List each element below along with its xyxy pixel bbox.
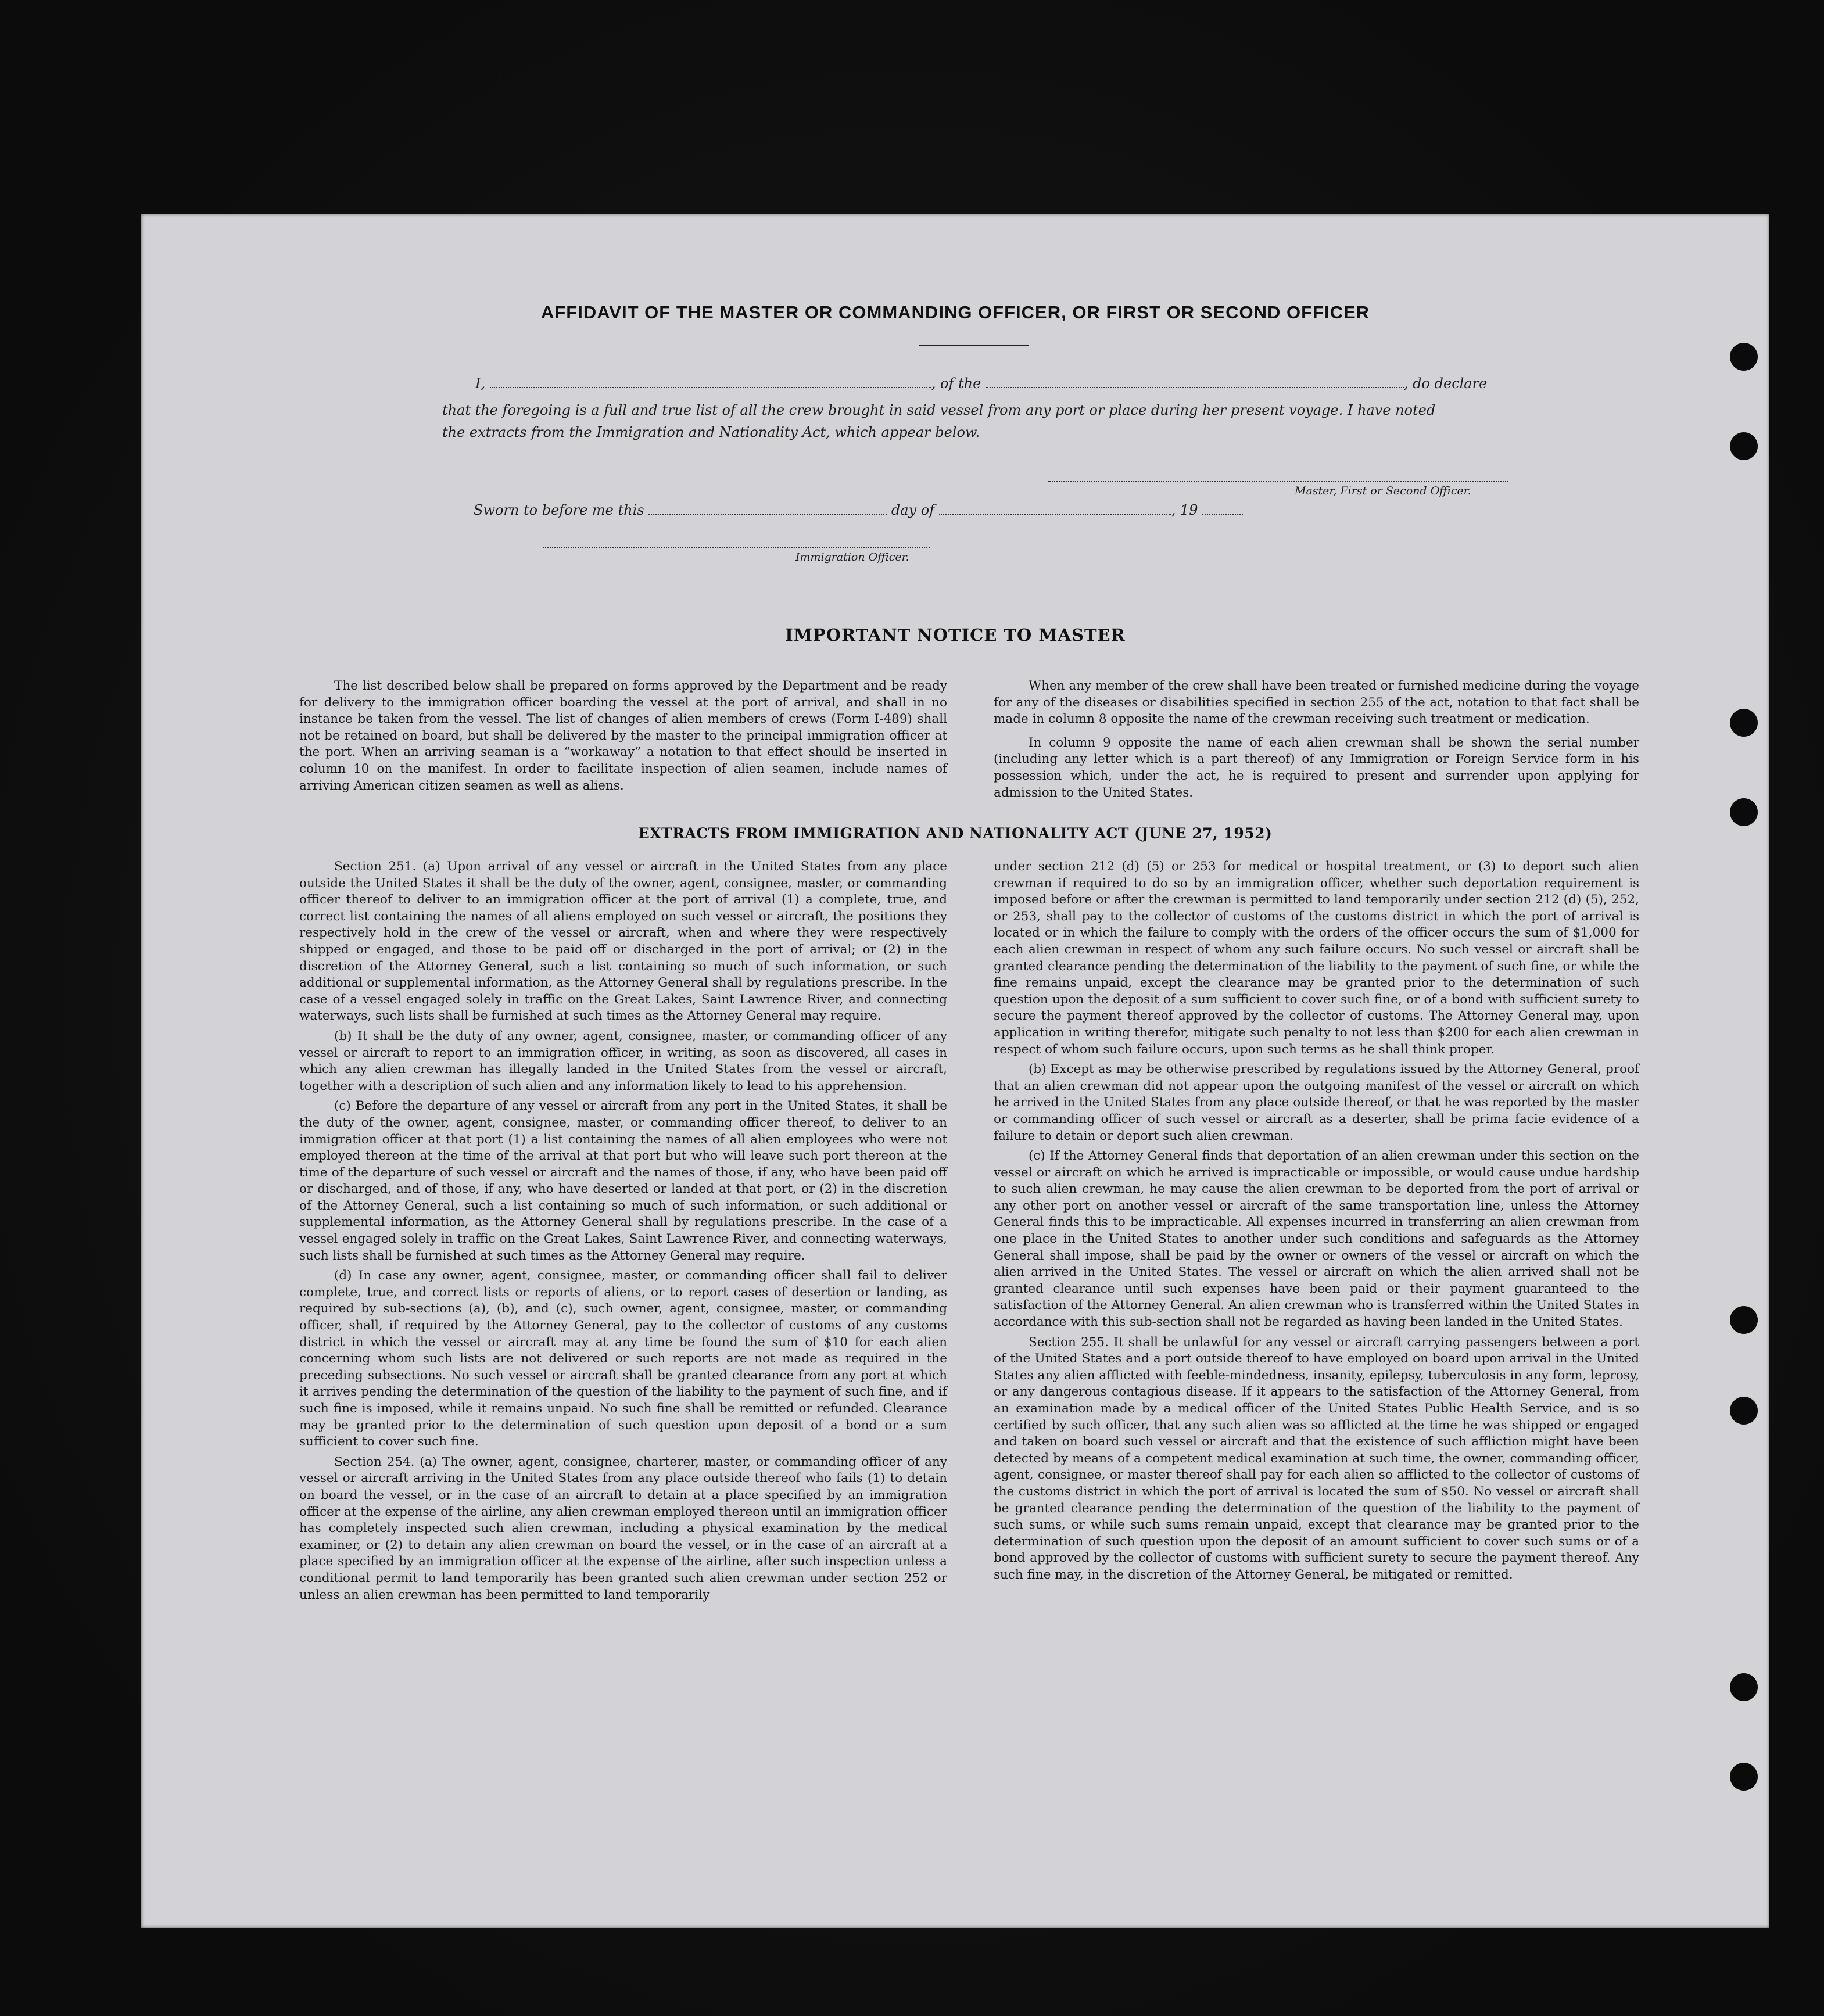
punch-hole — [1730, 1673, 1758, 1701]
punch-hole — [1730, 798, 1758, 826]
day-of-label: day of — [891, 502, 935, 518]
declaration-text-1: that the foregoing is a full and true list of all the crew brought in said vessel from any port or place during her present voyage. I have noted — [442, 402, 1436, 418]
declarant-name-field[interactable] — [490, 376, 931, 388]
notice-right-column — [994, 678, 1639, 805]
punch-hole — [1730, 343, 1758, 371]
extract-paragraph: Section 254. (a) The owner, agent, consignee, charterer, master, or commanding officer of any vessel or aircraft arriving in the United States from any place outside thereof who fails (1) to detain on board the vessel, or in the case of an aircraft to detain at a place specified by an immigration officer at the expense of the airline, any alien crewman employed thereon until an immigration officer has completely inspected such alien crewman, including a physical examination by the medical examiner, or (2) to detain any alien crewman on board the vessel, or in the case of an aircraft at a place specified by an immigration officer at the expense of the airline, after such inspection unless a conditional permit to land temporarily has been granted such alien crewman under section 252 or unless an alien crewman has been permitted to land temporarily — [299, 1454, 947, 1602]
notice-paragraph: In column 9 opposite the name of each alien crewman shall be shown the serial number (including any letter which is a part thereof) of any Immigration or Foreign Service form in his possession which, under the act, he is required to present and surrender upon applying for admission to the United States. — [994, 735, 1639, 800]
master-signature-line[interactable] — [1048, 481, 1508, 482]
year-label: , 19 — [1171, 502, 1198, 518]
declaration-text-2: the extracts from the Immigration and Nationality Act, which appear below. — [442, 424, 980, 440]
declaration-line — [475, 375, 1487, 392]
sworn-day-field[interactable] — [648, 503, 887, 515]
extract-paragraph: (b) It shall be the duty of any owner, agent, consignee, master, or commanding officer of any vessel or aircraft to report to an immigration officer, in writing, as soon as discovered, all cases in which any alien crewman has illegally landed in the United States from the vessel or aircraft, together with a description of such alien and any information likely to lead to his apprehension. — [299, 1028, 947, 1093]
extracts-right-column — [994, 859, 1639, 1587]
notice-paragraph: When any member of the crew shall have been treated or furnished medicine during the voyage for any of the diseases or disabilities specified in section 255 of the act, notation to that fact shall be made in column 8 opposite the name of the crewman receiving such treatment or medication. — [994, 679, 1639, 727]
extracts-left-column — [299, 859, 947, 1607]
sworn-line — [474, 502, 1243, 518]
extract-paragraph: (b) Except as may be otherwise prescribed by regulations issued by the Attorney General, proof that an alien crewman did not appear upon the outgoing manifest of the vessel or aircraft on which he arrived in the United States from any place outside thereof, or that he was reported by the master or commanding officer of such vessel or aircraft as a deserter, shall be prima facie evidence of a failure to detain or deport such alien crewman. — [994, 1062, 1639, 1143]
immigration-officer-signature-line[interactable] — [543, 547, 930, 548]
immigration-officer-caption: Immigration Officer. — [795, 551, 909, 564]
document-page — [141, 214, 1769, 1928]
extracts-title: EXTRACTS FROM IMMIGRATION AND NATIONALITY ACT (JUNE 27, 1952) — [638, 825, 1273, 842]
extract-paragraph: Section 255. It shall be unlawful for any vessel or aircraft carrying passengers between a port of the United States and a port outside thereof to have employed on board upon arrival in the United States any alien afflicted with feeble-mindedness, insanity, epilepsy, tuberculosis in any form, leprosy, or any dangerous contagious disease. If it appears to the satisfaction of the Attorney General, from an examination made by a medical officer of the United States Public Health Service, and is so certified by such officer, that any such alien was so afflicted at the time he was shipped or engaged and taken on board such vessel or aircraft and that the existence of such affliction might have been detected by means of a competent medical examination at such time, the owner, commanding officer, agent, consignee, or master thereof shall pay for each alien so afflicted to the collector of customs of the customs district in which the port of arrival is located the sum of $50. No vessel or aircraft shall be granted clearance pending the determination of the question of the liability to the payment of such sums, or while such sums remain unpaid, except that clearance may be granted prior to the determination of such question upon the deposit of an amount sufficient to cover such sums or of a bond approved by the collector of customs with sufficient surety to secure the payment thereof. Any such fine may, in the discretion of the Attorney General, be mitigated or remitted. — [994, 1335, 1639, 1582]
sworn-month-field[interactable] — [939, 503, 1171, 515]
master-signature-caption: Master, First or Second Officer. — [1295, 485, 1471, 497]
title-underline — [919, 345, 1029, 346]
punch-hole — [1730, 1397, 1758, 1425]
extract-paragraph: (c) Before the departure of any vessel or aircraft from any port in the United States, it shall be the duty of the owner, agent, consignee, master, or commanding officer thereof, to deliver to an immigration officer at that port (1) a list containing the names of all alien employees who were not employed thereon at the time of the arrival at that port but who will leave such port thereon at the time of the departure of such vessel or aircraft and the names of those, if any, who have been paid off or discharged, and of those, if any, who have deserted or landed at that port, or (2) in the discretion of the Attorney General, such a list containing so much of such information, or such additional or supplemental information, as the Attorney General shall by regulations prescribe. In the case of a vessel engaged solely in traffic on the Great Lakes, Saint Lawrence River, and connecting waterways, such lists shall be furnished at such times as the Attorney General may require. — [299, 1099, 947, 1263]
extract-paragraph: (c) If the Attorney General finds that deportation of an alien crewman under this section on the vessel or aircraft on which he arrived is impracticable or impossible, or would cause undue hardship to such alien crewman, he may cause the alien crewman to be deported from the port of arrival or any other port on another vessel or aircraft of the same transportation line, unless the Attorney General finds this to be impracticable. All expenses incurred in transferring an alien crewman from one place in the United States to another under such conditions and safeguards as the Attorney General shall impose, shall be paid by the owner or owners of the vessel or aircraft on which the alien arrived in the United States. The vessel or aircraft on which the alien arrived shall not be granted clearance until such expenses have been paid or their payment guaranteed to the satisfaction of the Attorney General. An alien crewman who is transferred within the United States in accordance with this sub-section shall not be regarded as having been landed in the United States. — [994, 1149, 1639, 1330]
sworn-year-field[interactable] — [1202, 503, 1243, 515]
declare-label: , do declare — [1403, 375, 1488, 392]
extract-paragraph: Section 251. (a) Upon arrival of any vessel or aircraft in the United States from any place outside the United States it shall be the duty of the owner, agent, consignee, master, or commanding officer thereof to deliver to an immigration officer at the port of arrival (1) a complete, true, and correct list containing the names of all aliens employed on such vessel or aircraft, the positions they respectively hold in the crew of the vessel or aircraft, when and where they were respectively shipped or engaged, and those to be paid off or discharged in the port of arrival; or (2) in the discretion of the Attorney General, such a list containing so much of such information, or such additional or supplemental information, as the Attorney General shall by regulations prescribe. In the case of a vessel engaged solely in traffic on the Great Lakes, Saint Lawrence River, and connecting waterways, such lists shall be furnished at such times as the Attorney General may require. — [299, 859, 947, 1024]
notice-title: IMPORTANT NOTICE TO MASTER — [785, 625, 1126, 645]
vessel-name-field[interactable] — [986, 376, 1404, 388]
notice-left-column — [299, 678, 947, 798]
extract-paragraph: (d) In case any owner, agent, consignee, master, or commanding officer shall fail to deliver complete, true, and correct lists or reports of aliens, or to report cases of desertion or landing, as required by sub-sections (a), (b), and (c), such owner, agent, consignee, master, or commanding officer, shall, if required by the Attorney General, pay to the collector of customs of any customs district in which the vessel or aircraft may at any time be found the sum of $10 for each alien concerning whom such lists are not delivered or such reports are not made as required in the preceding subsections. No such vessel or aircraft shall be granted clearance from any port at which it arrives pending the determination of the question of the liability to the payment of such fine, and if such fine is imposed, while it remains unpaid. No such fine shall be remitted or refunded. Clearance may be granted prior to the determination of such question upon deposit of a bond or a sum sufficient to cover such fine. — [299, 1268, 947, 1450]
punch-hole — [1730, 1763, 1758, 1791]
sworn-label: Sworn to before me this — [474, 502, 644, 518]
extract-paragraph: under section 212 (d) (5) or 253 for medical or hospital treatment, or (3) to deport such alien crewman if required to do so by an immigration officer, whether such deportation requirement is imposed before or after the crewman is permitted to land temporarily under section 212 (d) (5), 252, or 253, shall pay to the collector of customs of the customs district in which the port of arrival is located or in which the failure to comply with the orders of the officer occurs the sum of $1,000 for each alien crewman in respect of whom any such failure occurs. No such vessel or aircraft shall be granted clearance pending the determination of the liability to the payment of such fine, or while the fine remains unpaid, except the clearance may be granted prior to the determination of such question upon the deposit of a sum sufficient to cover such fine, or of a bond with sufficient surety to secure the payment thereof approved by the collector of customs. The Attorney General may, upon application in writing therefor, mitigate such penalty to not less than $200 for each alien crewman in respect of whom such failure occurs, upon such terms as he shall think proper. — [994, 859, 1639, 1057]
vessel-label: , of the — [931, 375, 981, 392]
declarant-label: I, — [475, 375, 486, 392]
punch-hole — [1730, 1306, 1758, 1334]
punch-hole — [1730, 432, 1758, 460]
notice-paragraph: The list described below shall be prepared on forms approved by the Department and be ready for delivery to the immigration officer boarding the vessel at the port of arrival, and shall in no instance be taken from the vessel. The list of changes of alien members of crews (Form I-489) shall not be retained on board, but shall be delivered by the master to the principal immigration officer at the port. When an arriving seaman is a “workaway” a notation to that effect should be inserted in column 10 on the manifest. In order to facilitate inspection of alien seamen, include names of arriving American citizen seamen as well as aliens. — [299, 679, 947, 793]
affidavit-title: AFFIDAVIT OF THE MASTER OR COMMANDING OFFICER, OR FIRST OR SECOND OFFICER — [540, 302, 1370, 322]
punch-hole — [1730, 709, 1758, 737]
